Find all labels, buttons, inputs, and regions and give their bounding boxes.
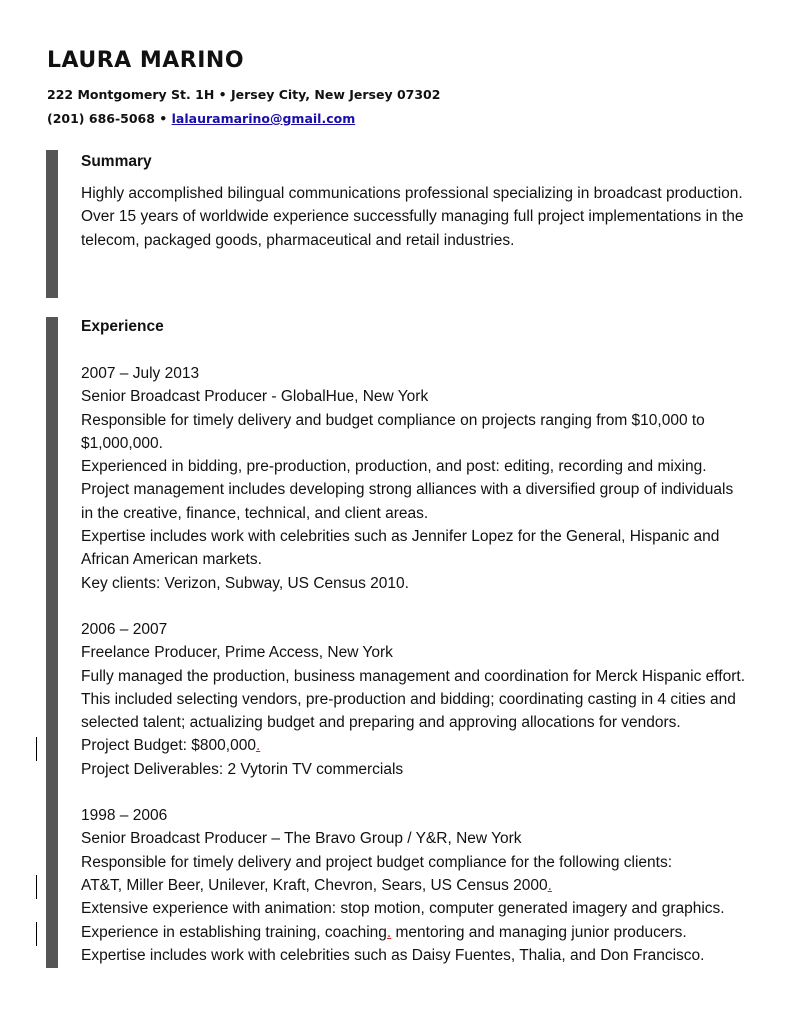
job-detail-line: $1,000,000. <box>81 434 163 452</box>
job-detail-part: mentoring and managing junior producers. <box>391 923 687 941</box>
job-detail-line: Expertise includes work with celebrities such as Daisy Fuentes, Thalia, and Don Francisco. <box>81 946 705 964</box>
summary-text <box>81 182 761 252</box>
job-detail-line: Experienced in bidding, pre-production, production, and post: editing, recording and mixing. <box>81 458 707 476</box>
job-role: Senior Broadcast Producer - GlobalHue, New York <box>81 388 429 406</box>
job-detail-line <box>81 921 761 944</box>
revision-punctuation: . <box>255 737 261 755</box>
summary-title: Summary <box>81 153 152 170</box>
job-detail-line: Fully managed the production, business management and coordination for Merck Hispanic effort. <box>81 667 745 685</box>
candidate-name: LAURA MARINO <box>47 48 245 73</box>
job-entry-bravo-group <box>81 804 761 967</box>
job-detail-part: Experience in establishing training, coaching <box>81 923 387 941</box>
experience-section <box>81 315 761 967</box>
job-detail-line: selected talent; actualizing budget and preparing and approving allocations for vendors. <box>81 714 681 732</box>
job-clients: AT&T, Miller Beer, Unilever, Kraft, Chevron, Sears, US Census 2000 <box>81 876 548 894</box>
phone-email-line <box>47 107 440 131</box>
experience-section-bar <box>46 317 58 968</box>
revision-punctuation: . <box>547 876 552 894</box>
job-role: Freelance Producer, Prime Access, New York <box>81 644 393 662</box>
job-entry-globalhue <box>81 362 761 595</box>
job-budget-line <box>81 734 761 757</box>
job-deliverables: Project Deliverables: 2 Vytorin TV commercials <box>81 760 404 778</box>
summary-line: telecom, packaged goods, pharmaceutical and retail industries. <box>81 231 515 249</box>
summary-section-bar <box>46 150 58 298</box>
job-detail-line: Project management includes developing strong alliances with a diversified group of individuals <box>81 481 734 499</box>
revision-marker <box>36 737 37 761</box>
job-dates: 2006 – 2007 <box>81 620 168 638</box>
job-budget: Project Budget: $800,000 <box>81 737 256 755</box>
job-dates: 1998 – 2006 <box>81 807 168 825</box>
revision-marker <box>36 922 37 946</box>
job-detail-line: Expertise includes work with celebrities such as Jennifer Lopez for the General, Hispanic and <box>81 528 720 546</box>
email-link[interactable]: lalauramarino@gmail.com <box>171 111 356 126</box>
summary-line: Over 15 years of worldwide experience successfully managing full project implementations in the <box>81 208 744 226</box>
job-detail-line: African American markets. <box>81 551 262 569</box>
summary-line: Highly accomplished bilingual communications professional specializing in broadcast production. <box>81 185 743 202</box>
experience-title: Experience <box>81 318 164 335</box>
phone-number: (201) 686-5068 • <box>47 111 172 126</box>
address-line: 222 Montgomery St. 1H • Jersey City, New Jersey 07302 <box>47 87 441 102</box>
job-role: Senior Broadcast Producer – The Bravo Group / Y&R, New York <box>81 830 522 848</box>
resume-header <box>47 47 440 131</box>
job-entry-prime-access <box>81 618 761 781</box>
job-detail-line: Responsible for timely delivery and budget compliance on projects ranging from $10,000 to <box>81 411 705 429</box>
job-clients-line <box>81 874 761 897</box>
revision-punctuation: . <box>386 923 392 941</box>
summary-section <box>81 150 761 252</box>
job-detail-line: Key clients: Verizon, Subway, US Census 2010. <box>81 574 409 592</box>
job-detail-line: Responsible for timely delivery and project budget compliance for the following clients: <box>81 853 673 871</box>
job-dates: 2007 – July 2013 <box>81 365 200 382</box>
job-detail-line: This included selecting vendors, pre-production and bidding; coordinating casting in 4 cities and <box>81 690 736 708</box>
job-detail-line: Extensive experience with animation: stop motion, computer generated imagery and graphics. <box>81 900 725 918</box>
job-detail-line: in the creative, finance, technical, and client areas. <box>81 504 429 522</box>
revision-marker <box>36 875 37 899</box>
